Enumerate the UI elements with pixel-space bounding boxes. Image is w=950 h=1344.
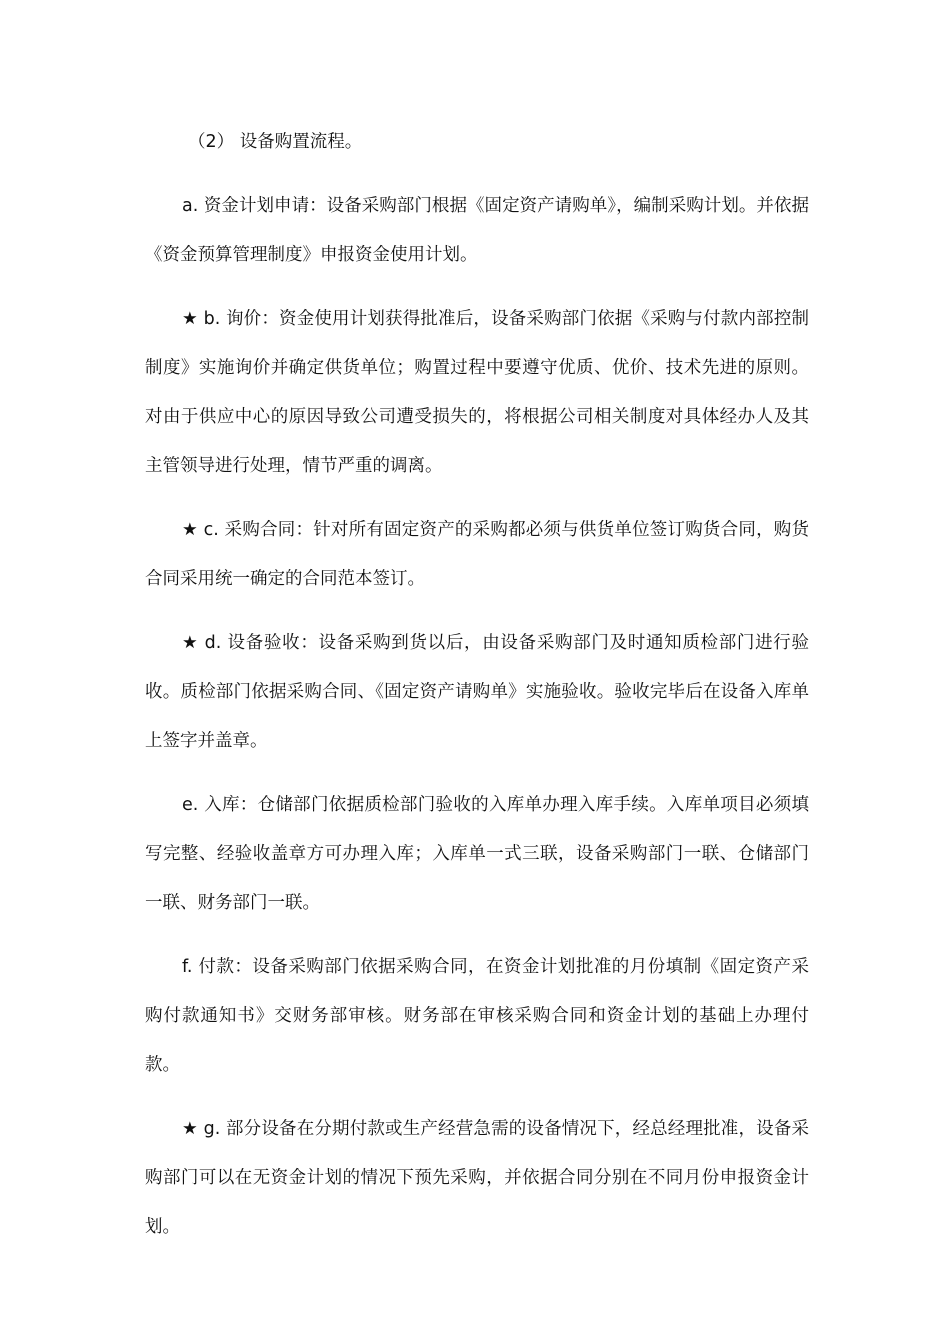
paragraph-b-inquiry: ★ b. 询价：资金使用计划获得批准后，设备采购部门依据《采购与付款内部控制制度》实施询价并确定供货单位；购置过程中要遵守优质、优价、技术先进的原则。对由于供应中心的原因导致公司遭受损失的，将根据公司相关制度对具体经办人及其主管领导进行处理，情节严重的调离。 xyxy=(145,309,809,476)
paragraph-e-warehousing: e. 入库：仓储部门依据质检部门验收的入库单办理入库手续。入库单项目必须填写完整、经验收盖章方可办理入库；入库单一式三联，设备采购部门一联、仓储部门一联、财务部门一联。 xyxy=(145,795,809,913)
document-body xyxy=(145,118,809,1267)
paragraph-g-urgent-purchase: ★ g. 部分设备在分期付款或生产经营急需的设备情况下，经总经理批准，设备采购部门可以在无资金计划的情况下预先采购，并依据合同分别在不同月份申报资金计划。 xyxy=(145,1119,809,1237)
paragraph-f-payment: f. 付款：设备采购部门依据采购合同，在资金计划批准的月份填制《固定资产采购付款通知书》交财务部审核。财务部在审核采购合同和资金计划的基础上办理付款。 xyxy=(145,957,809,1075)
section-heading: （2） 设备购置流程。 xyxy=(188,132,363,152)
paragraph-d-acceptance: ★ d. 设备验收：设备采购到货以后，由设备采购部门及时通知质检部门进行验收。质检部门依据采购合同、《固定资产请购单》实施验收。验收完毕后在设备入库单上签字并盖章。 xyxy=(145,633,809,751)
paragraph-c-contract: ★ c. 采购合同：针对所有固定资产的采购都必须与供货单位签订购货合同，购货合同采用统一确定的合同范本签订。 xyxy=(145,520,809,589)
paragraph-a-fund-plan: a. 资金计划申请：设备采购部门根据《固定资产请购单》，编制采购计划。并依据《资金预算管理制度》申报资金使用计划。 xyxy=(145,196,809,265)
